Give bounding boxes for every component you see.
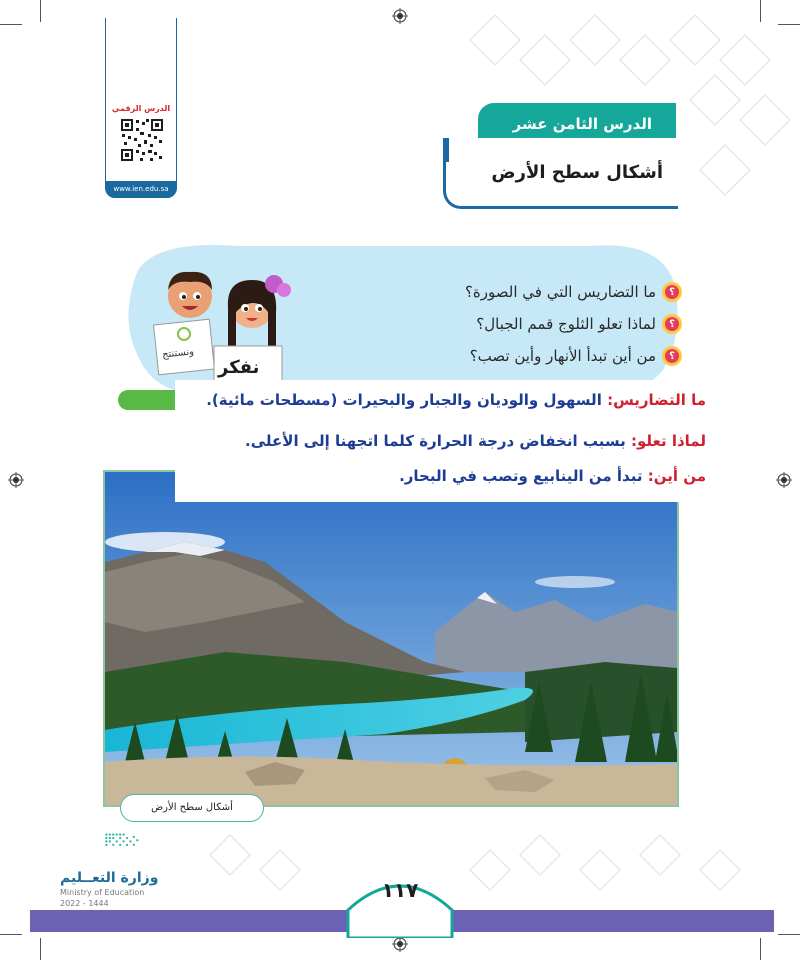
sign-think: نفكر bbox=[218, 357, 260, 378]
photo-caption: أشكال سطح الأرض bbox=[120, 794, 264, 822]
answer-line bbox=[399, 467, 706, 485]
lesson-title: أشكال سطح الأرض bbox=[491, 162, 663, 183]
crop-mark bbox=[760, 0, 761, 22]
sign-deduce: ونستنتج bbox=[161, 346, 195, 361]
registration-mark-icon bbox=[776, 472, 792, 488]
crop-mark bbox=[40, 938, 41, 960]
lesson-number-tab: الدرس الثامن عشر bbox=[478, 103, 676, 151]
crop-mark bbox=[778, 934, 800, 935]
digital-lesson-label: الدرس الرقمي bbox=[111, 104, 171, 113]
think-question bbox=[470, 346, 682, 366]
think-question-text: من أين تبدأ الأنهار وأين تصب؟ bbox=[469, 347, 656, 365]
crop-mark bbox=[0, 934, 22, 935]
answer-text: بسبب انخفاض درجة الحرارة كلما اتجهنا إلى الأعلى. bbox=[245, 432, 626, 450]
answer-text: السهول والوديان والجبار والبحيرات (مسطحات مائية). bbox=[206, 391, 602, 409]
question-mark-icon: ؟ bbox=[662, 346, 682, 366]
crop-mark bbox=[0, 24, 22, 25]
answer-text: تبدأ من الينابيع وتصب في البحار. bbox=[399, 467, 643, 485]
answer-line bbox=[245, 432, 706, 450]
registration-mark-icon bbox=[392, 936, 408, 952]
digital-lesson-card[interactable] bbox=[105, 18, 177, 198]
think-question-text: لماذا تعلو الثلوج قمم الجبال؟ bbox=[476, 315, 656, 333]
ministry-year: 2022 - 1444 bbox=[60, 899, 109, 908]
ministry-logo-icon bbox=[40, 830, 190, 870]
question-mark-icon: ؟ bbox=[662, 314, 682, 334]
think-question bbox=[476, 314, 682, 334]
ministry-name-arabic: وزارة التعــليم bbox=[60, 870, 159, 886]
think-question bbox=[465, 282, 682, 302]
page-number: ١١٧ bbox=[381, 878, 419, 902]
lesson-title-accent bbox=[443, 138, 449, 162]
green-tab-accent bbox=[118, 390, 178, 410]
crop-mark bbox=[760, 938, 761, 960]
answer-label: من أين: bbox=[647, 467, 706, 485]
digital-lesson-url[interactable]: www.ien.edu.sa bbox=[106, 181, 176, 198]
answer-line bbox=[206, 391, 706, 409]
registration-mark-icon bbox=[8, 472, 24, 488]
think-question-text: ما التضاريس التي في الصورة؟ bbox=[464, 283, 656, 301]
qr-code-icon[interactable] bbox=[120, 118, 164, 162]
ministry-name-english: Ministry of Education bbox=[60, 888, 145, 897]
answer-label: ما التضاريس: bbox=[607, 391, 706, 409]
registration-mark-icon bbox=[392, 8, 408, 24]
crop-mark bbox=[778, 24, 800, 25]
question-mark-icon: ؟ bbox=[662, 282, 682, 302]
answer-label: لماذا تعلو: bbox=[630, 432, 706, 450]
mountain-lake-photo bbox=[105, 472, 677, 805]
crop-mark bbox=[40, 0, 41, 22]
